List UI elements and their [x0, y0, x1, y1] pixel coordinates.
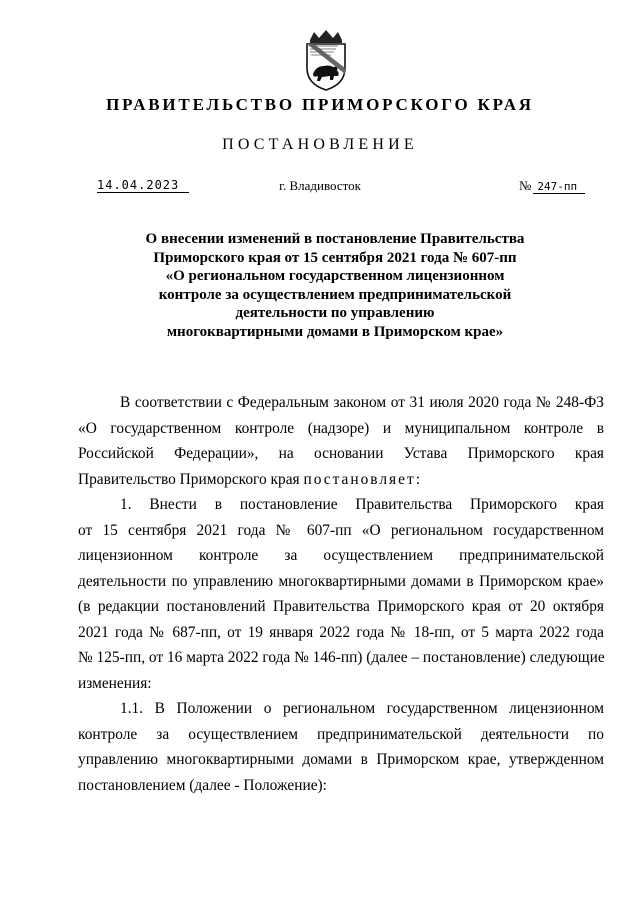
body-line: (в редакции постановлений Правительства Приморского края от 20 октября — [78, 598, 604, 615]
resolution-colon: : — [415, 470, 420, 488]
resolution-word: постановляет — [303, 470, 416, 488]
body-paragraph — [78, 390, 604, 492]
body-line: деятельности по управлению многоквартирными домами в Приморском крае» — [78, 572, 604, 590]
body-line: изменения: — [78, 674, 152, 692]
subject-line: О внесении изменений в постановление Правительства — [145, 231, 525, 247]
body-line: от 15 сентября 2021 года № 607-пп «О региональном государственном — [78, 521, 604, 539]
body-paragraph — [78, 492, 604, 696]
body-line: В соответствии с Федеральным законом от 31 июля 2020 года № 248-ФЗ — [120, 394, 604, 411]
body-line: контроле за осуществлением предпринимательской деятельности по — [78, 725, 604, 743]
body-line: 1. Внести в постановление Правительства Приморского края — [120, 496, 604, 513]
body-line: лицензионном контроле за осуществлением предпринимательской — [78, 547, 604, 564]
body-line — [78, 467, 604, 493]
body-line: «О государственном контроле (надзоре) и муниципальном контроле в — [78, 419, 604, 437]
subject-line: Приморского края от 15 сентября 2021 года № 607-пп — [153, 249, 517, 266]
document-meta-row — [0, 178, 640, 198]
document-type: ПОСТАНОВЛЕНИЕ — [222, 136, 418, 153]
body-line: Российской Федерации», на основании Устава Приморского края — [78, 445, 604, 462]
body-paragraph — [78, 696, 604, 798]
body-line: 1.1. В Положении о региональном государственном лицензионном — [120, 700, 604, 717]
body-line: № 125-пп, от 16 марта 2022 года № 146-пп) (далее – постановление) следующие — [78, 649, 605, 666]
document-city: г. Владивосток — [279, 178, 361, 193]
subject-line: деятельности по управлению — [235, 305, 435, 321]
government-title: ПРАВИТЕЛЬСТВО ПРИМОРСКОГО КРАЯ — [106, 95, 534, 114]
document-body — [78, 390, 604, 798]
body-line: постановлением (далее - Положение): — [78, 776, 327, 794]
number-prefix: № — [519, 178, 532, 193]
subject-line: многоквартирными домами в Приморском крае» — [166, 323, 504, 340]
document-date: 14.04.2023 — [97, 178, 189, 193]
coat-of-arms-icon — [298, 30, 354, 92]
subject-line: «О региональном государственном лицензионном — [165, 268, 505, 284]
number-value: 247-пп — [533, 180, 585, 194]
subject-line: контроле за осуществлением предпринимательской — [158, 286, 512, 303]
body-line: 2021 года № 687-пп, от 19 января 2022 года № 18-пп, от 5 марта 2022 года — [78, 623, 604, 641]
body-line: управлению многоквартирными домами в Приморском крае, утвержденном — [78, 751, 604, 768]
body-line-text: Правительство Приморского края — [78, 470, 300, 488]
document-subject — [120, 230, 550, 341]
document-number — [519, 178, 585, 194]
